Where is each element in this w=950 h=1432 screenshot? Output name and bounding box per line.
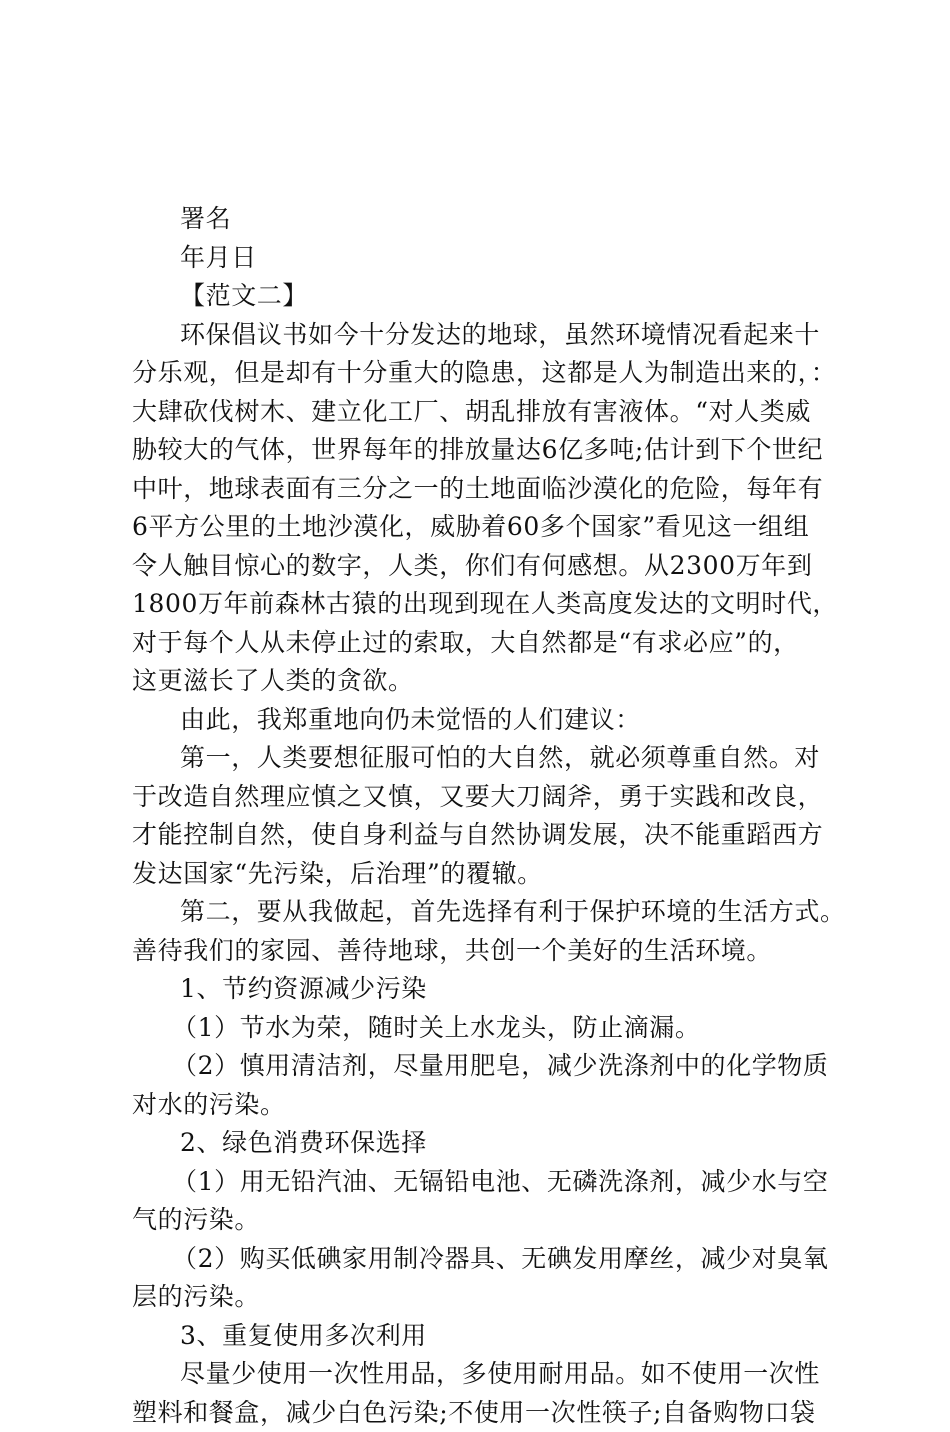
text-line: 环保倡议书如今十分发达的地球，虽然环境情况看起来十	[132, 316, 832, 355]
text-line: 胁较大的气体，世界每年的排放量达6亿多吨;估计到下个世纪	[132, 431, 832, 470]
text-line: 发达国家“先污染，后治理”的覆辙。	[132, 855, 832, 894]
text-line: 署名	[132, 200, 832, 239]
text-line: 令人触目惊心的数字，人类，你们有何感想。从2300万年到	[132, 547, 832, 586]
document-body	[132, 200, 832, 1432]
text-line: （1）节水为荣，随时关上水龙头，防止滴漏。	[132, 1009, 832, 1048]
text-line: 1、节约资源减少污染	[132, 970, 832, 1009]
text-line: （2）购买低碘家用制冷器具、无碘发用摩丝，减少对臭氧	[132, 1240, 832, 1279]
text-line: 对水的污染。	[132, 1086, 832, 1125]
text-line: 气的污染。	[132, 1201, 832, 1240]
text-line: 才能控制自然，使自身利益与自然协调发展，决不能重蹈西方	[132, 816, 832, 855]
text-line: 这更滋长了人类的贪欲。	[132, 662, 832, 701]
text-line: 6平方公里的土地沙漠化，威胁着60多个国家”看见这一组组	[132, 508, 832, 547]
text-line: 年月日	[132, 239, 832, 278]
text-line: 第二，要从我做起，首先选择有利于保护环境的生活方式。	[132, 893, 832, 932]
text-line: 分乐观，但是却有十分重大的隐患，这都是人为制造出来的，：	[132, 354, 832, 393]
text-line: 1800万年前森林古猿的出现到现在人类高度发达的文明时代，	[132, 585, 832, 624]
text-line: 善待我们的家园、善待地球，共创一个美好的生活环境。	[132, 932, 832, 971]
text-line: 3、重复使用多次利用	[132, 1317, 832, 1356]
text-line: 层的污染。	[132, 1278, 832, 1317]
text-line: 第一，人类要想征服可怕的大自然，就必须尊重自然。对	[132, 739, 832, 778]
text-line: 对于每个人从未停止过的索取，大自然都是“有求必应”的，	[132, 624, 832, 663]
text-line: 【范文二】	[132, 277, 832, 316]
text-line: 塑料和餐盒，减少白色污染;不使用一次性筷子;自备购物口袋	[132, 1394, 832, 1432]
text-line: 尽量少使用一次性用品，多使用耐用品。如不使用一次性	[132, 1355, 832, 1394]
text-line: （1）用无铅汽油、无镉铅电池、无磷洗涤剂，减少水与空	[132, 1163, 832, 1202]
text-line: （2）慎用清洁剂，尽量用肥皂，减少洗涤剂中的化学物质	[132, 1047, 832, 1086]
text-line: 于改造自然理应慎之又慎，又要大刀阔斧，勇于实践和改良，	[132, 778, 832, 817]
text-line: 中叶，地球表面有三分之一的土地面临沙漠化的危险，每年有	[132, 470, 832, 509]
text-line: 由此，我郑重地向仍未觉悟的人们建议：	[132, 701, 832, 740]
text-line: 大肆砍伐树木、建立化工厂、胡乱排放有害液体。“对人类威	[132, 393, 832, 432]
text-line: 2、绿色消费环保选择	[132, 1124, 832, 1163]
